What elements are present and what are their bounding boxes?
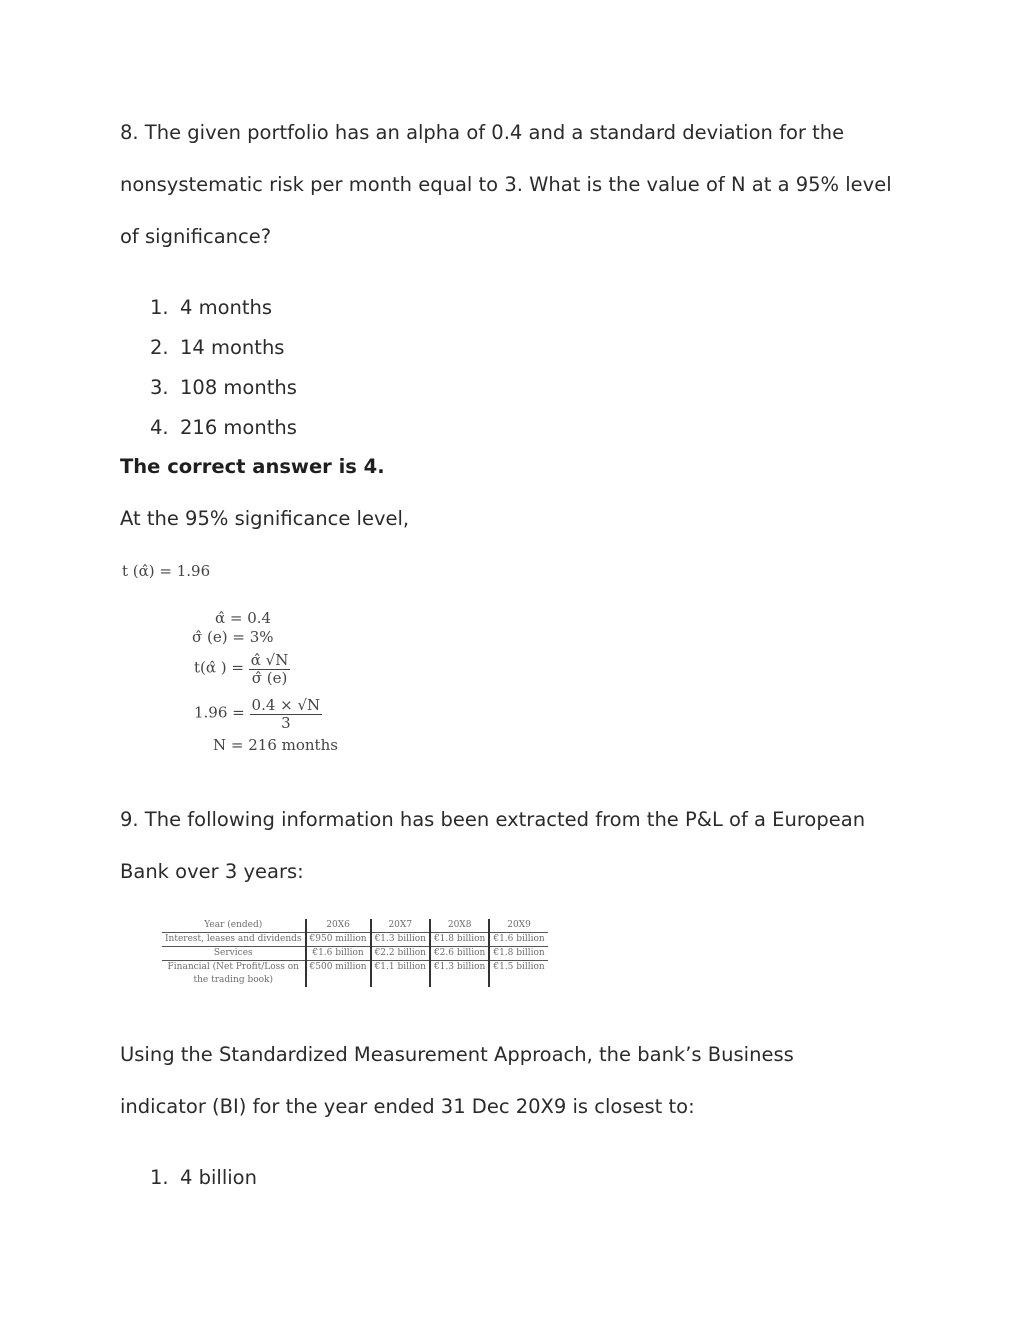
table-header-cell: 20X6: [306, 919, 371, 933]
q8-explanation: At the 95% significance level,: [120, 507, 410, 530]
table-header-row: [162, 919, 548, 933]
q8-option: 3. 108 months: [150, 376, 297, 399]
q8-options: [150, 294, 297, 454]
math-t-formula-lhs: t(α̂ ) =: [194, 658, 244, 677]
table-cell: [306, 974, 371, 987]
table-cell: the trading book): [162, 974, 306, 987]
table-header-cell: 20X8: [430, 919, 489, 933]
table-cell: €1.5 billion: [493, 962, 545, 972]
table-cell: €1.1 billion: [371, 961, 430, 975]
table-cell: €1.3 billion: [371, 933, 430, 947]
table-cell: €1.8 billion: [430, 933, 489, 947]
table-cell: €2.2 billion: [371, 947, 430, 961]
math-result: N = 216 months: [213, 736, 338, 754]
math-substitution: [194, 696, 322, 731]
table-cell: €500 million: [306, 961, 371, 975]
q9-question-line-1: Using the Standardized Measurement Approach, the bank’s Business: [120, 1043, 794, 1066]
q8-option: 4. 216 months: [150, 416, 297, 439]
q8-line-3: of significance?: [120, 225, 272, 248]
table-cell: €1.3 billion: [430, 961, 489, 975]
math-t-formula: [194, 651, 290, 686]
table-cell: [430, 974, 489, 987]
q8-option: 1. 4 months: [150, 296, 273, 319]
table-cell: €2.6 billion: [430, 947, 489, 961]
table-header-cell: 20X9: [489, 919, 547, 933]
math-fraction: [249, 651, 291, 686]
table-cell: Services: [162, 947, 306, 961]
table-cell: [489, 974, 547, 987]
math-t-line: t (α̂) = 1.96: [122, 562, 211, 580]
table-row: [162, 961, 548, 975]
math-alpha: α̂ = 0.4: [215, 609, 272, 627]
q8-option: 2. 14 months: [150, 336, 285, 359]
math-denominator: σ̂ (e): [251, 669, 288, 687]
q8-line-1: 8. The given portfolio has an alpha of 0.4 and a standard deviation for the: [120, 121, 845, 144]
math-denominator: 3: [281, 714, 291, 732]
table-row: [162, 933, 548, 947]
table-row: [162, 947, 548, 961]
table-cell: €950 million: [306, 933, 371, 947]
table-cell: €1.8 billion: [489, 947, 547, 961]
table-header-cell: 20X7: [371, 919, 430, 933]
table-cell: Interest, leases and dividends: [162, 933, 306, 947]
table-cell: €1.6 billion: [306, 947, 371, 961]
q8-text: [120, 107, 910, 263]
q8-line-2: nonsystematic risk per month equal to 3. What is the value of N at a 95% level: [120, 173, 892, 196]
q8-answer: The correct answer is 4.: [120, 455, 385, 478]
table-row: [162, 974, 548, 987]
q9-question: [120, 1029, 910, 1133]
math-numerator: 0.4 × √N: [251, 696, 321, 714]
q9-options: [150, 1164, 257, 1204]
table-header-cell: Year (ended): [162, 919, 306, 933]
math-numerator: α̂ √N: [250, 651, 289, 669]
math-fraction: [250, 696, 323, 731]
q9-line-1: 9. The following information has been extracted from the P&L of a European: [120, 808, 866, 831]
table-cell: €1.6 billion: [489, 933, 547, 947]
q9-option: 1. 4 billion: [150, 1166, 257, 1189]
math-sub-lhs: 1.96 =: [194, 703, 245, 722]
table-cell: [371, 974, 430, 987]
q9-text: [120, 794, 910, 898]
q9-question-line-2: indicator (BI) for the year ended 31 Dec 20X9 is closest to:: [120, 1095, 695, 1118]
table-cell: Financial (Net Profit/Loss on: [162, 961, 306, 975]
math-sigma: σ̂ (e) = 3%: [192, 628, 274, 646]
q9-line-2: Bank over 3 years:: [120, 860, 304, 883]
pl-table: [162, 919, 548, 987]
